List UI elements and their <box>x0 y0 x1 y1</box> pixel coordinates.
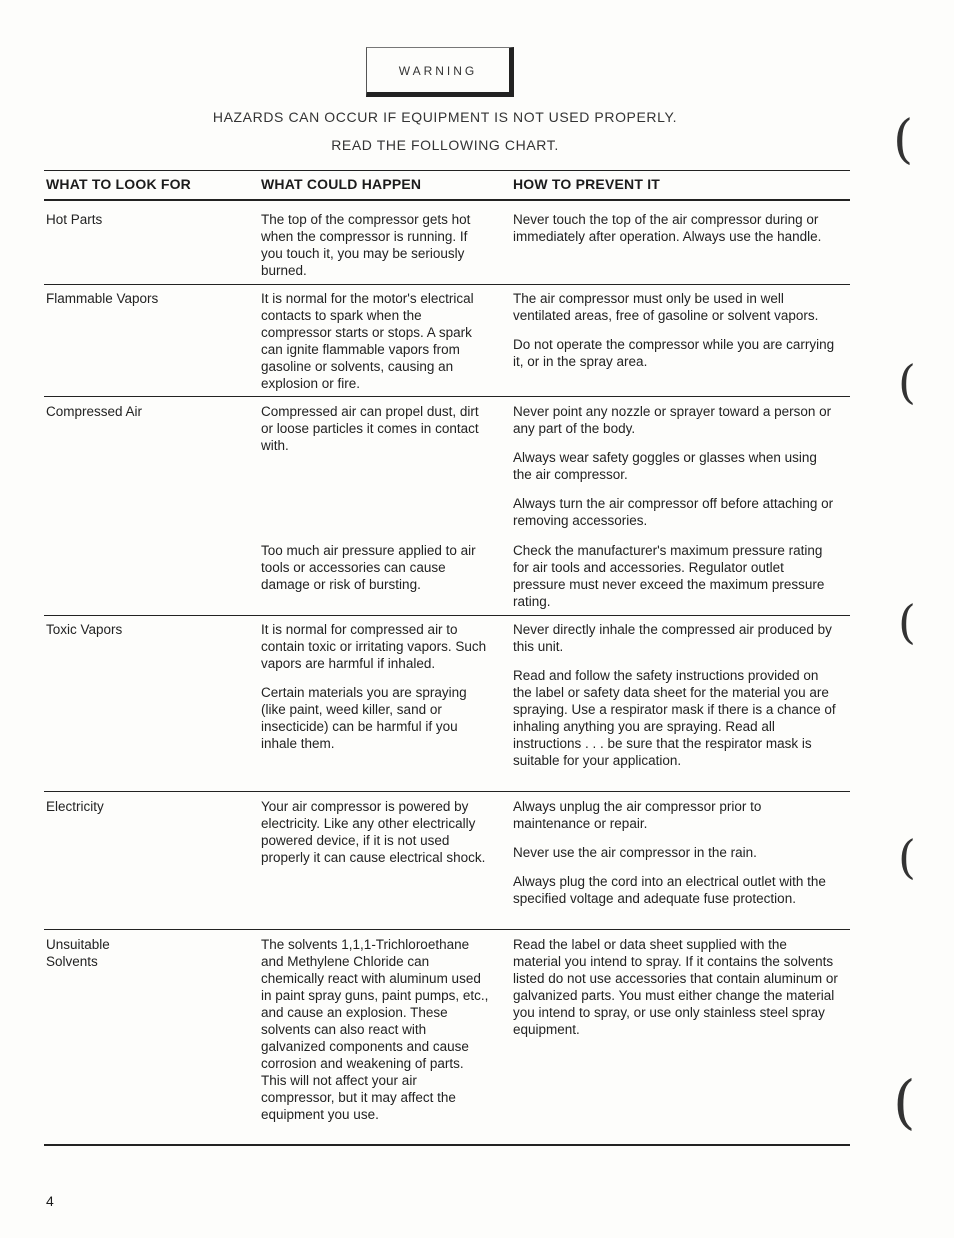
row-toxic-vapors-prevent <box>513 621 838 769</box>
happen-text: Compressed air can propel dust, dirt or loose particles it comes in contact with. <box>261 404 479 453</box>
row-flammable-vapors-label: Flammable Vapors <box>46 291 159 306</box>
page-number: 4 <box>46 1193 54 1209</box>
row-unsuitable-solvents-label: Unsuitable Solvents <box>46 937 110 969</box>
row-compressed-air-prevent <box>513 403 838 529</box>
binder-hole-mark: ( <box>898 355 916 409</box>
row-compressed-air-prevent-extra: Check the manufacturer's maximum pressure rating for air tools and accessories. Regulator outlet pressure must never exceed the maximum pressure rating. <box>513 543 825 609</box>
binder-hole-mark: ( <box>898 830 916 884</box>
table-bottom-rule <box>44 1144 850 1146</box>
row-toxic-vapors-label: Toxic Vapors <box>46 622 123 637</box>
prevent-text: Read and follow the safety instructions provided on the label or safety data sheet for the material you are spraying. Use a respirator mask if there is a chance of inhaling anything you are spraying. Read all instructions . . . be sure that the respirator mask is suitable for your application. <box>513 668 836 768</box>
row-unsuitable-solvents-happen <box>261 936 491 1123</box>
row-divider <box>44 791 850 792</box>
row-hot-parts-prevent <box>513 211 838 245</box>
happen-text: The top of the compressor gets hot when the compressor is running. If you touch it, you may be seriously burned. <box>261 212 471 278</box>
column-header-prevent: HOW TO PREVENT IT <box>513 176 661 192</box>
row-compressed-air-happen-extra: Too much air pressure applied to air tools or accessories can cause damage or risk of bursting. <box>261 543 476 592</box>
warning-box <box>366 47 514 97</box>
row-hot-parts-happen <box>261 211 491 279</box>
prevent-text: Never point any nozzle or sprayer toward a person or any part of the body. <box>513 404 832 436</box>
row-electricity-prevent <box>513 798 838 907</box>
row-flammable-vapors-prevent <box>513 290 838 370</box>
row-divider <box>44 615 850 616</box>
row-hot-parts-label: Hot Parts <box>46 212 103 227</box>
row-toxic-vapors-happen <box>261 621 491 752</box>
warning-label: WARNING <box>398 64 478 78</box>
row-compressed-air-label: Compressed Air <box>46 404 143 419</box>
happen-text: The solvents 1,1,1-Trichloroethane and Methylene Chloride can chemically react with aluminum used in paint spray guns, paint pumps, etc., and cause an explosion. These solvents can also react with galvanized components and cause corrosion and weakening of parts. This will not affect your air compressor, but it may affect the equipment you use. <box>261 937 489 1122</box>
binder-hole-mark: ( <box>893 1068 916 1136</box>
prevent-text: Never touch the top of the air compressor during or immediately after operation. Always use the handle. <box>513 212 822 244</box>
prevent-text: Never use the air compressor in the rain. <box>513 845 757 860</box>
row-divider <box>44 929 850 930</box>
prevent-text: Always unplug the air compressor prior to maintenance or repair. <box>513 799 762 831</box>
prevent-text: Never directly inhale the compressed air produced by this unit. <box>513 622 832 654</box>
prevent-text: Always turn the air compressor off before attaching or removing accessories. <box>513 496 834 528</box>
row-electricity-happen <box>261 798 491 866</box>
prevent-text: The air compressor must only be used in well ventilated areas, free of gasoline or solvent vapors. <box>513 291 819 323</box>
row-unsuitable-solvents-prevent <box>513 936 838 1038</box>
hazard-statement: HAZARDS CAN OCCUR IF EQUIPMENT IS NOT USED PROPERLY. <box>212 109 678 125</box>
binder-hole-mark: ( <box>893 110 914 170</box>
binder-hole-mark: ( <box>898 595 916 649</box>
column-header-could-happen: WHAT COULD HAPPEN <box>261 176 422 192</box>
happen-text: It is normal for the motor's electrical contacts to spark when the compressor starts or stops. A spark can ignite flammable vapors from gasoline or solvents, causing an explosion or fire. <box>261 291 474 391</box>
row-flammable-vapors-happen <box>261 290 491 392</box>
chart-instruction: READ THE FOLLOWING CHART. <box>331 137 559 153</box>
row-divider <box>44 284 850 285</box>
prevent-text: Always plug the cord into an electrical outlet with the specified voltage and adequate fuse protection. <box>513 874 826 906</box>
row-electricity-label: Electricity <box>46 799 104 814</box>
prevent-text: Always wear safety goggles or glasses when using the air compressor. <box>513 450 817 482</box>
happen-text: Certain materials you are spraying (like paint, weed killer, sand or insecticide) can be harmful if you inhale them. <box>261 685 467 751</box>
prevent-text: Read the label or data sheet supplied with the material you intend to spray. If it contains the solvents listed do not use accessories that contain aluminum or galvanized parts. You must either change the material you intend to spray, or use only stainless steel spray equipment. <box>513 937 838 1037</box>
row-divider <box>44 396 850 397</box>
header-rule <box>44 199 850 201</box>
column-header-look-for: WHAT TO LOOK FOR <box>46 176 191 192</box>
table-top-rule <box>44 170 850 171</box>
prevent-text: Do not operate the compressor while you are carrying it, or in the spray area. <box>513 337 835 369</box>
happen-text: It is normal for compressed air to contain toxic or irritating vapors. Such vapors are harmful if inhaled. <box>261 622 487 671</box>
row-compressed-air-happen <box>261 403 491 454</box>
happen-text: Your air compressor is powered by electricity. Like any other electrically powered device, if it is not used properly it can cause electrical shock. <box>261 799 486 865</box>
